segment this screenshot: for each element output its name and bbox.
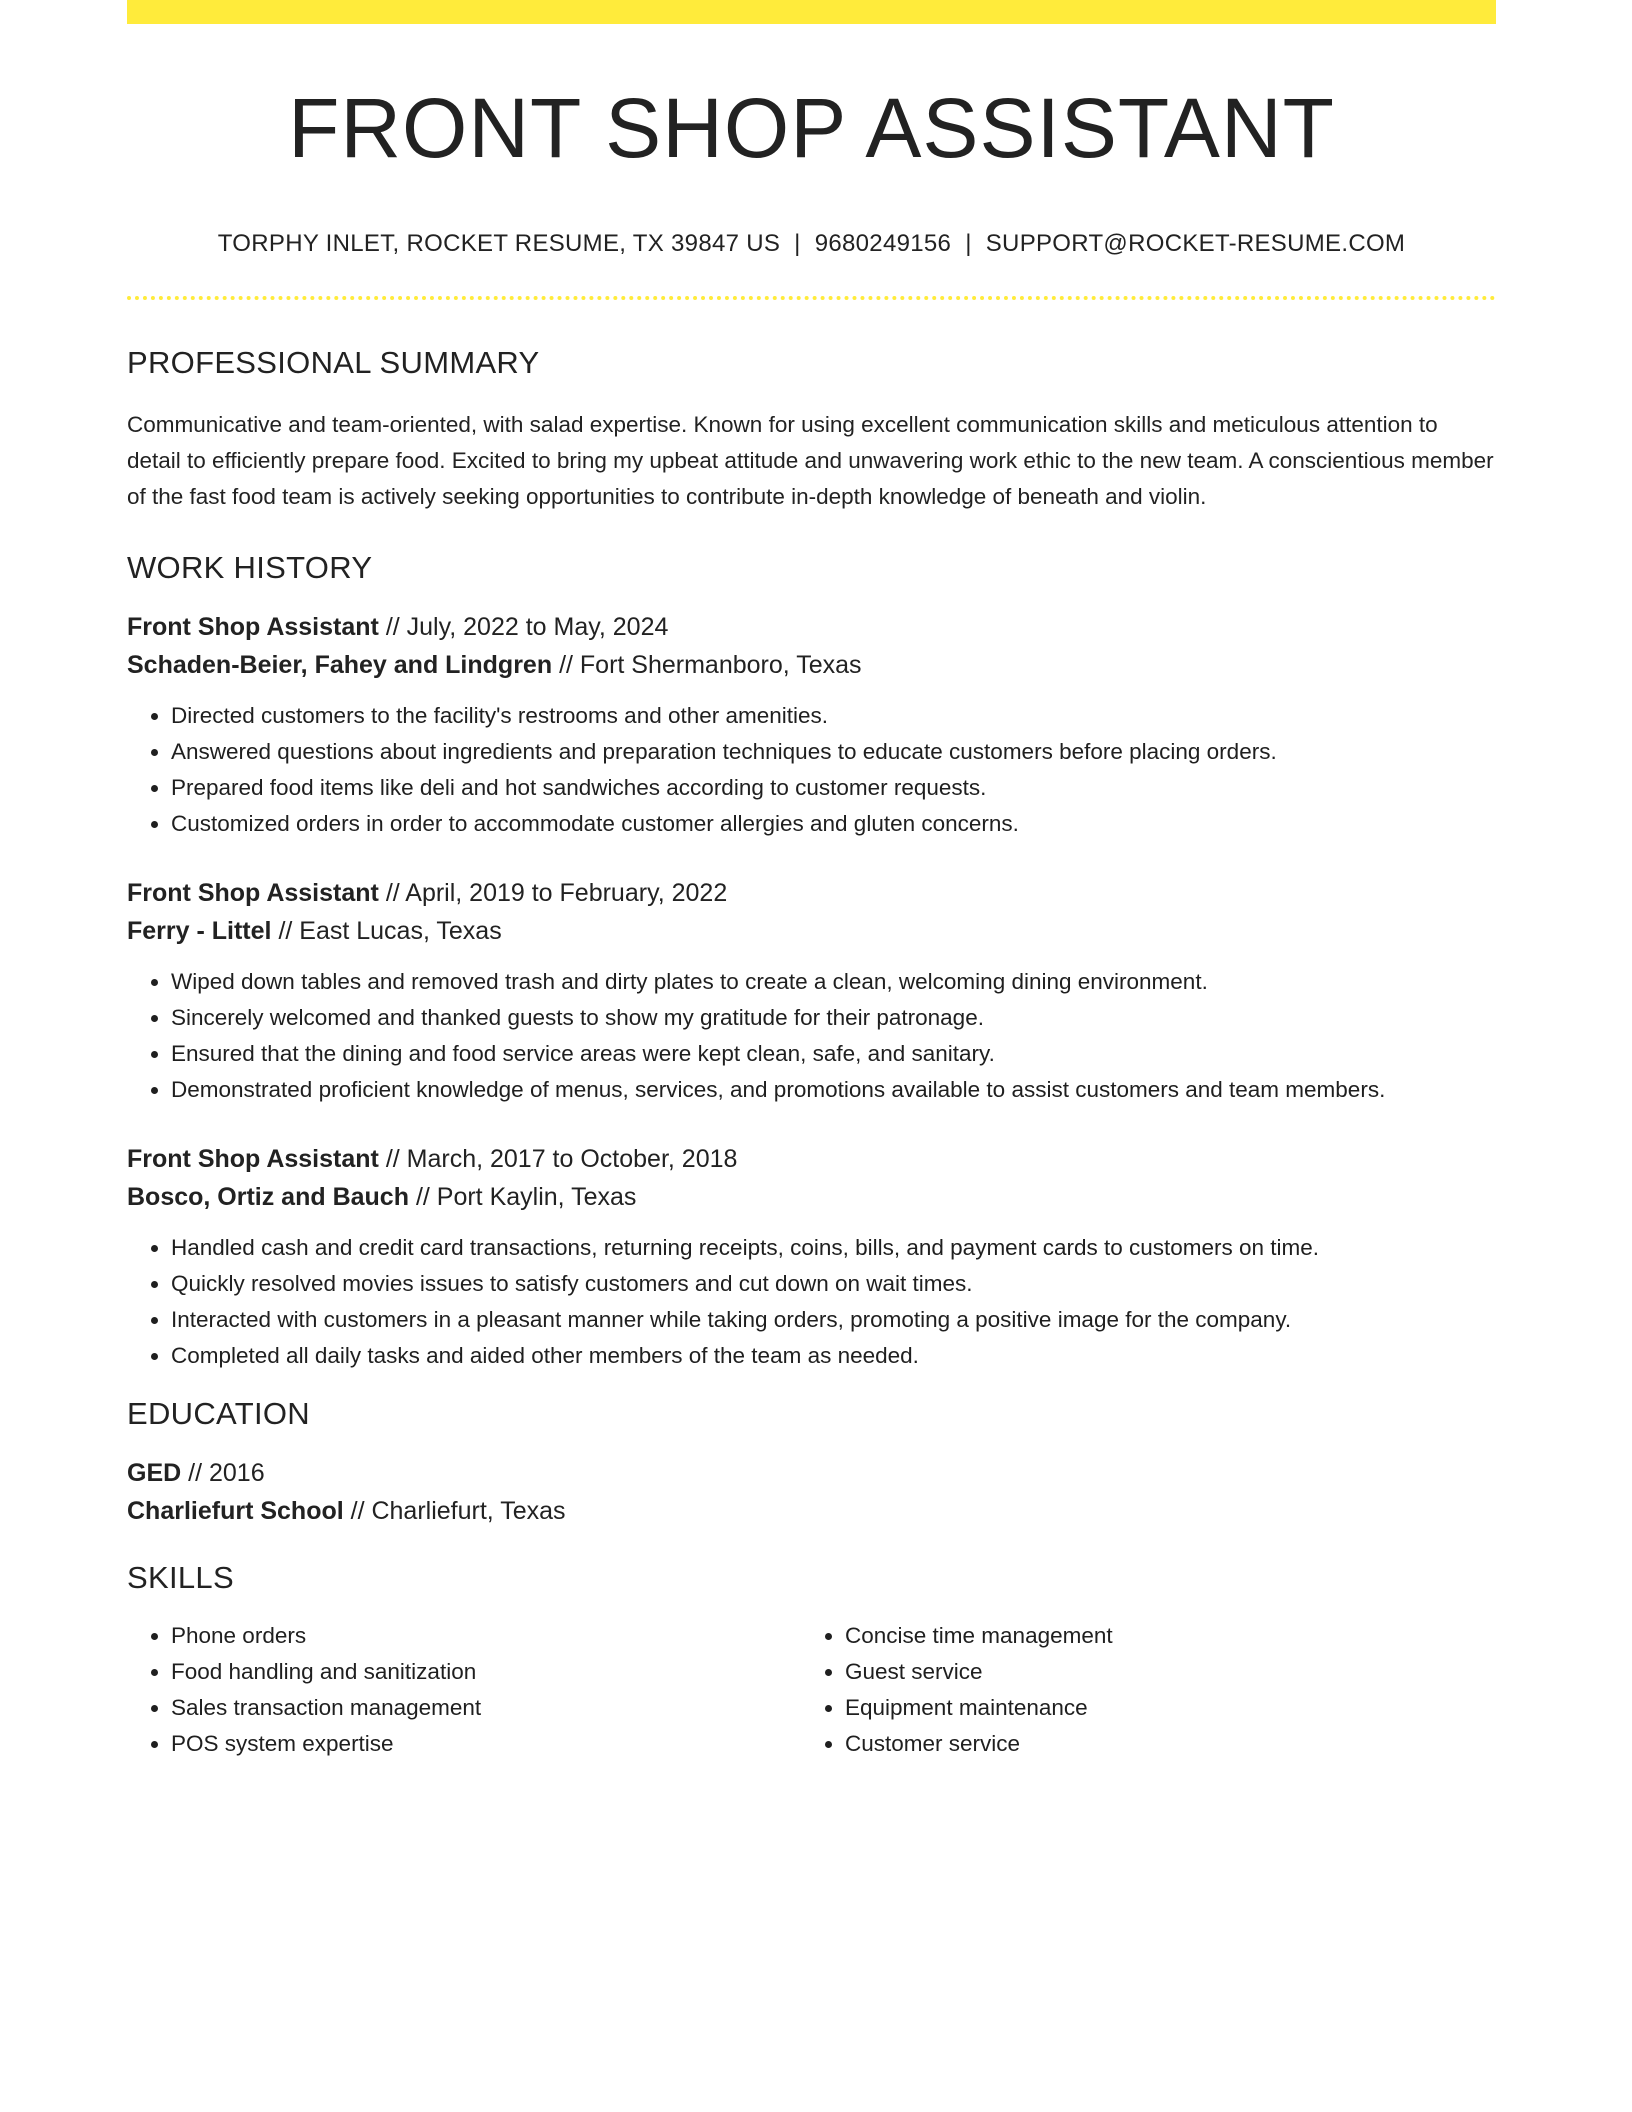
skill-item: • Food handling and sanitization <box>171 1654 801 1690</box>
job-bullet: • Quickly resolved movies issues to satisfy customers and cut down on wait times. <box>171 1266 1496 1302</box>
resume-page <box>127 0 1496 1762</box>
dotted-divider <box>127 296 1496 300</box>
job-bullet: • Interacted with customers in a pleasant manner while taking orders, promoting a positive image for the company. <box>171 1302 1496 1338</box>
contact-email: SUPPORT@ROCKET-RESUME.COM <box>985 230 1406 258</box>
skill-item: • Guest service <box>845 1654 1475 1690</box>
top-accent-bar <box>127 0 1496 24</box>
skills-list <box>801 1618 1475 1762</box>
skills-heading: SKILLS <box>127 1560 234 1596</box>
skill-item: • Phone orders <box>171 1618 801 1654</box>
job-bullet: • Ensured that the dining and food service areas were kept clean, safe, and sanitary. <box>171 1036 1496 1072</box>
contact-separator: | <box>965 230 972 258</box>
job-title: Front Shop Assistant <box>127 1145 379 1174</box>
summary-text: Communicative and team-oriented, with salad expertise. Known for using excellent communication skills and meticulous attention to detail to efficiently prepare food. Excited to bring my upbeat attitude and unwavering work ethic to the new team. A conscientious member of the fast food team is actively seeking opportunities to contribute in-depth knowledge of beneath and violin. <box>127 412 1494 510</box>
job-title-line <box>127 874 1496 912</box>
job-title-line <box>127 1140 1496 1178</box>
job-bullet: • Directed customers to the facility's restrooms and other amenities. <box>171 698 1496 734</box>
education-degree: GED <box>127 1459 182 1488</box>
skill-item: • Sales transaction management <box>171 1690 801 1726</box>
job-bullets <box>127 964 1496 1108</box>
resume-title: FRONT SHOP ASSISTANT <box>288 81 1335 175</box>
job-bullet: • Sincerely welcomed and thanked guests to show my gratitude for their patronage. <box>171 1000 1496 1036</box>
job-company: Schaden-Beier, Fahey and Lindgren <box>127 651 553 680</box>
job-dates: // April, 2019 to February, 2022 <box>385 879 728 908</box>
skills-grid <box>127 1618 1496 1762</box>
contact-line <box>127 230 1496 258</box>
job-title: Front Shop Assistant <box>127 879 379 908</box>
job-bullet: • Handled cash and credit card transactions, returning receipts, coins, bills, and payment cards to customers on time. <box>171 1230 1496 1266</box>
education-school-line <box>127 1492 1496 1530</box>
job-bullet: • Completed all daily tasks and aided other members of the team as needed. <box>171 1338 1496 1374</box>
job-company: Bosco, Ortiz and Bauch <box>127 1183 409 1212</box>
job-bullet: • Wiped down tables and removed trash and dirty plates to create a clean, welcoming dining environment. <box>171 964 1496 1000</box>
job-bullet: • Demonstrated proficient knowledge of menus, services, and promotions available to assist customers and team members. <box>171 1072 1496 1108</box>
job-title-line <box>127 608 1496 646</box>
contact-separator: | <box>794 230 801 258</box>
contact-address: TORPHY INLET, ROCKET RESUME, TX 39847 US <box>217 230 781 258</box>
skills-column-left <box>127 1618 801 1762</box>
job-entry <box>127 608 1496 842</box>
education-year: // 2016 <box>188 1459 265 1488</box>
job-title: Front Shop Assistant <box>127 613 379 642</box>
job-dates: // July, 2022 to May, 2024 <box>385 613 669 642</box>
education-entry <box>127 1454 1496 1530</box>
job-bullets <box>127 698 1496 842</box>
job-bullet: • Customized orders in order to accommodate customer allergies and gluten concerns. <box>171 806 1496 842</box>
job-company: Ferry - Littel <box>127 917 272 946</box>
skills-column-right <box>801 1618 1475 1762</box>
job-location: // East Lucas, Texas <box>278 917 502 946</box>
job-company-line <box>127 646 1496 684</box>
education-location: // Charliefurt, Texas <box>350 1497 566 1526</box>
skills-list <box>127 1618 801 1762</box>
education-heading: EDUCATION <box>127 1396 310 1432</box>
education-school: Charliefurt School <box>127 1497 344 1526</box>
job-location: // Port Kaylin, Texas <box>415 1183 637 1212</box>
job-company-line <box>127 912 1496 950</box>
job-entry <box>127 874 1496 1108</box>
job-bullet: • Prepared food items like deli and hot sandwiches according to customer requests. <box>171 770 1496 806</box>
skill-item: • Concise time management <box>845 1618 1475 1654</box>
job-bullet: • Answered questions about ingredients and preparation techniques to educate customers before placing orders. <box>171 734 1496 770</box>
skill-item: • Equipment maintenance <box>845 1690 1475 1726</box>
job-dates: // March, 2017 to October, 2018 <box>385 1145 738 1174</box>
work-history-heading: WORK HISTORY <box>127 550 373 586</box>
summary-heading: PROFESSIONAL SUMMARY <box>127 345 540 381</box>
education-degree-line <box>127 1454 1496 1492</box>
job-company-line <box>127 1178 1496 1216</box>
skill-item: • Customer service <box>845 1726 1475 1762</box>
job-bullets <box>127 1230 1496 1374</box>
job-location: // Fort Shermanboro, Texas <box>559 651 862 680</box>
job-entry <box>127 1140 1496 1374</box>
skill-item: • POS system expertise <box>171 1726 801 1762</box>
contact-phone: 9680249156 <box>814 230 952 258</box>
